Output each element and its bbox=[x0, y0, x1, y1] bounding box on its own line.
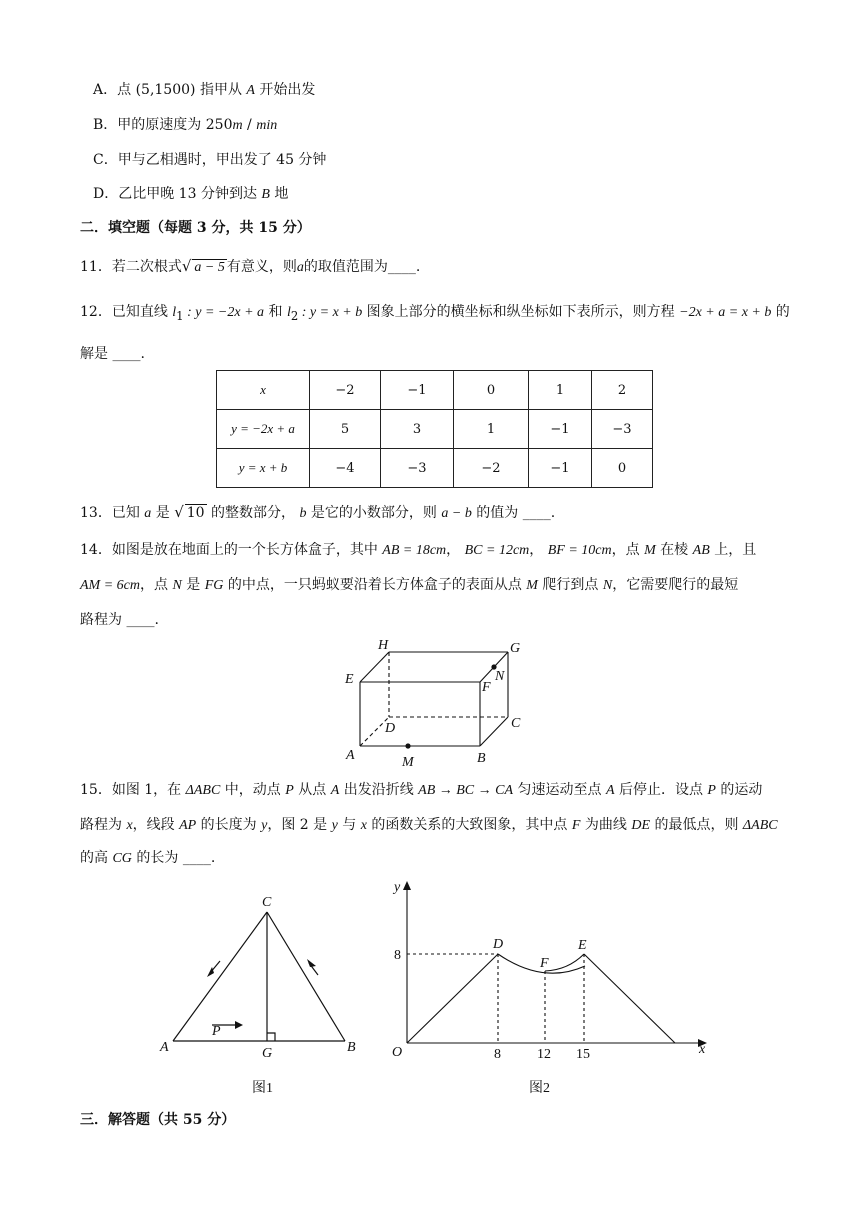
table-cell: −3 bbox=[592, 410, 653, 449]
label-g: G bbox=[510, 641, 521, 656]
side-bc bbox=[267, 912, 345, 1041]
figure-2-caption: 图2 bbox=[529, 1081, 550, 1096]
table-cell: y = −2x + a bbox=[217, 410, 310, 449]
option-c: C．甲与乙相遇时，甲出发了 45 分钟 bbox=[93, 152, 327, 168]
segment-od bbox=[407, 954, 498, 1043]
label-b: B bbox=[347, 1040, 356, 1055]
figure-1-caption: 图1 bbox=[252, 1081, 273, 1096]
question-11: 11．若二次根式√ a − 5 有意义，则a的取值范围为____. bbox=[80, 257, 421, 275]
label-h: H bbox=[378, 638, 389, 653]
y-axis-arrow-icon bbox=[403, 881, 411, 890]
question-14-line3: 路程为 ____. bbox=[80, 612, 159, 628]
label-m: M bbox=[402, 755, 414, 770]
label-f: F bbox=[540, 956, 549, 971]
table-cell: 5 bbox=[310, 410, 381, 449]
right-angle-icon bbox=[267, 1033, 275, 1041]
question-12-line1: 12．已知直线 $l_1$ : y = −2x + a 和 $l_2$ : y = x + b 图象上部分的横坐标和纵坐标如下表所示，则方程 −2x + a = x + b 的 bbox=[80, 304, 790, 323]
label-o: O bbox=[392, 1045, 403, 1060]
label-g: G bbox=[262, 1046, 273, 1061]
tick-x-8: 8 bbox=[494, 1047, 501, 1062]
section-3-title: 三．解答题（共 55 分） bbox=[80, 1112, 236, 1128]
question-14-line1: 14．如图是放在地面上的一个长方体盒子，其中 AB = 18cm， BC = 12cm， BF = 10cm，点 M 在棱 AB 上，且 bbox=[80, 542, 757, 558]
question-15-line2: 路程为 x，线段 AP 的长度为 y，图 2 是 y 与 x 的函数关系的大致图象，其中点 F 为曲线 DE 的最低点，则 ΔABC bbox=[80, 817, 778, 833]
table-cell: −2 bbox=[454, 449, 529, 488]
label-f: F bbox=[482, 680, 491, 695]
tick-x-12: 12 bbox=[537, 1047, 551, 1062]
table-cell: −3 bbox=[381, 449, 454, 488]
table-row bbox=[217, 410, 653, 449]
option-d: D．乙比甲晚 13 分钟到达 B 地 bbox=[93, 186, 289, 202]
section-2-title: 二．填空题（每题 3 分，共 15 分） bbox=[80, 220, 311, 236]
label-n: N bbox=[495, 669, 505, 684]
table-cell: −4 bbox=[310, 449, 381, 488]
label-a: A bbox=[346, 748, 355, 763]
table-cell: 0 bbox=[454, 371, 529, 410]
table-cell: x bbox=[217, 371, 310, 410]
label-x: x bbox=[699, 1042, 706, 1057]
tick-y-8: 8 bbox=[394, 948, 401, 963]
table-cell: 2 bbox=[592, 371, 653, 410]
label-y: y bbox=[394, 880, 401, 895]
table-cell: 0 bbox=[592, 449, 653, 488]
table-cell: −1 bbox=[529, 410, 592, 449]
question-14-line2: AM = 6cm，点 N 是 FG 的中点，一只蚂蚁要沿着长方体盒子的表面从点 M 爬行到点 N，它需要爬行的最短 bbox=[80, 577, 739, 593]
option-a: A．点 (5,1500) 指甲从 A 开始出发 bbox=[93, 82, 316, 98]
point-m bbox=[405, 743, 410, 748]
label-a: A bbox=[160, 1040, 169, 1055]
figure-1-triangle bbox=[150, 885, 370, 1100]
table-cell: 1 bbox=[454, 410, 529, 449]
figure-2-graph bbox=[385, 875, 720, 1100]
radical-sign-icon: √ bbox=[181, 257, 192, 275]
edge-bc bbox=[480, 717, 508, 746]
question-12-line2: 解是 ____. bbox=[80, 346, 145, 362]
tick-x-15: 15 bbox=[576, 1047, 590, 1062]
label-p: P bbox=[212, 1024, 221, 1039]
question-15-line1: 15．如图 1，在 ΔABC 中，动点 P 从点 A 出发沿折线 AB → BC → CA 匀速运动至点 A 后停止．设点 P 的运动 bbox=[80, 782, 763, 798]
option-b: B．甲的原速度为 250m / min bbox=[93, 117, 278, 133]
table-row bbox=[217, 449, 653, 488]
arrowhead-ab-icon bbox=[235, 1021, 243, 1029]
arrowhead-bc-icon bbox=[307, 959, 316, 967]
edge-eh bbox=[360, 652, 389, 682]
label-b: B bbox=[477, 751, 486, 766]
table-cell: 1 bbox=[529, 371, 592, 410]
question-13: 13．已知 a 是 √ 10 的整数部分， b 是它的小数部分，则 a − b 的值为 ____. bbox=[80, 503, 556, 521]
table-cell: y = x + b bbox=[217, 449, 310, 488]
table-cell: −1 bbox=[529, 449, 592, 488]
label-d: D bbox=[493, 937, 504, 952]
label-d: D bbox=[385, 721, 396, 736]
value-table bbox=[216, 370, 653, 488]
label-e: E bbox=[578, 938, 587, 953]
question-15-line3: 的高 CG 的长为 ____. bbox=[80, 850, 216, 866]
radical-sign-icon: √ bbox=[174, 503, 184, 521]
label-c: C bbox=[511, 716, 521, 731]
table-cell: −2 bbox=[310, 371, 381, 410]
arrowhead-ca-icon bbox=[207, 967, 214, 977]
table-cell: −1 bbox=[381, 371, 454, 410]
side-ac bbox=[173, 912, 267, 1041]
label-c: C bbox=[262, 895, 272, 910]
cuboid-figure bbox=[330, 632, 550, 774]
table-cell: 3 bbox=[381, 410, 454, 449]
segment-e-end bbox=[584, 954, 675, 1043]
table-row bbox=[217, 371, 653, 410]
label-e: E bbox=[345, 672, 354, 687]
